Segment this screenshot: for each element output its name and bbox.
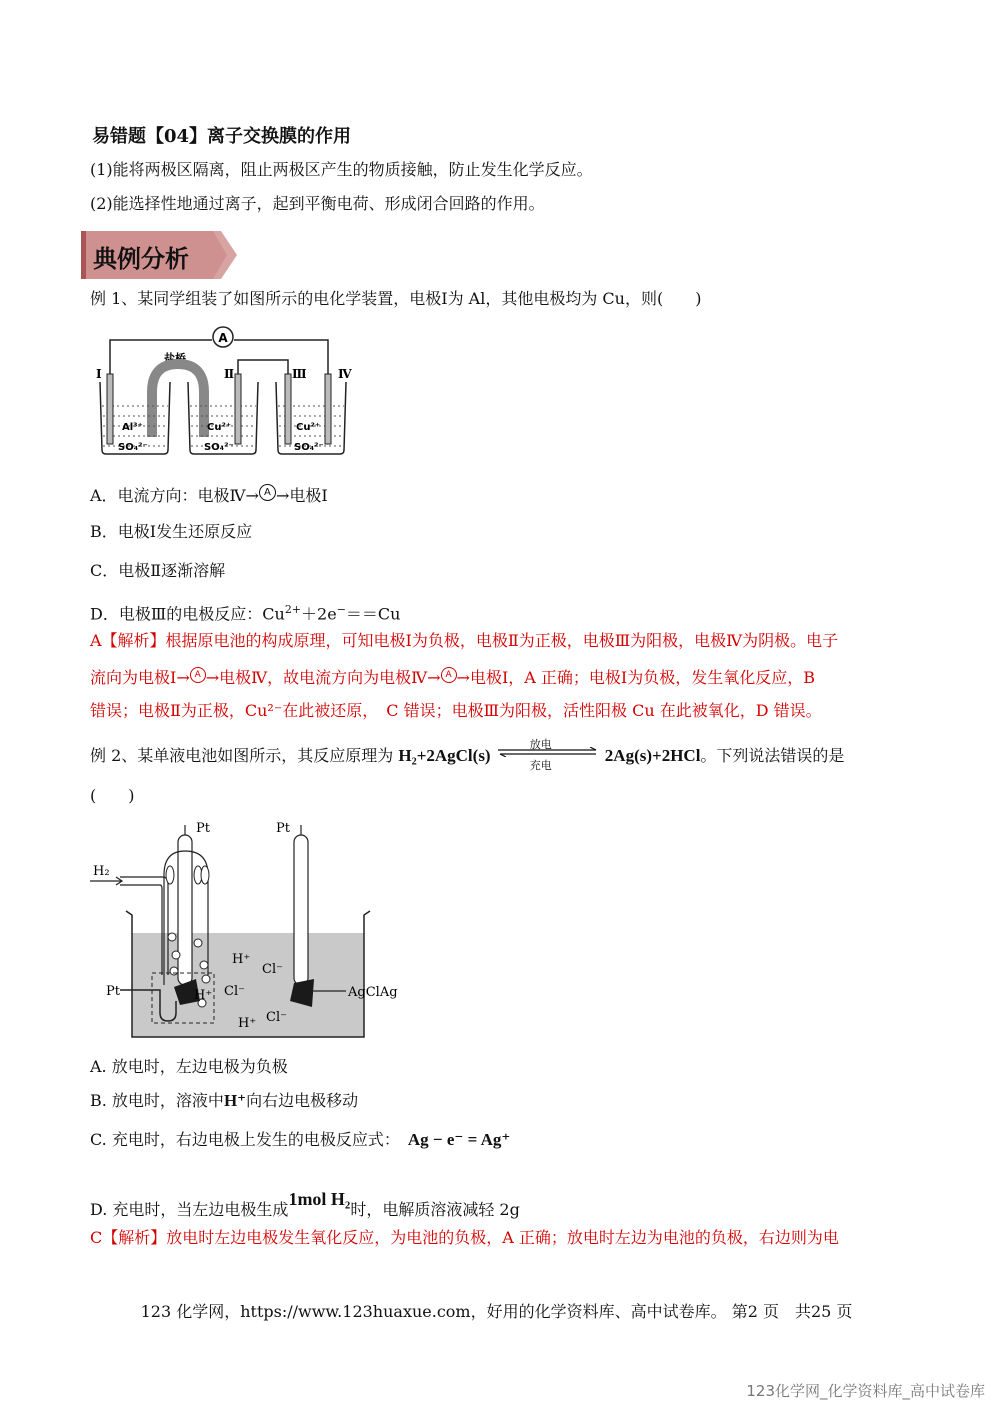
ammeter-icon: A bbox=[259, 484, 276, 501]
svg-text:Pt: Pt bbox=[276, 821, 290, 836]
reversible-arrow: 放电 充电 bbox=[496, 743, 600, 763]
svg-text:Pt: Pt bbox=[106, 984, 120, 999]
svg-text:SO₄²⁻: SO₄²⁻ bbox=[118, 442, 148, 453]
ammeter-icon: A bbox=[190, 667, 206, 683]
banner-label: 典例分析 bbox=[93, 245, 189, 273]
example1-option-a: A．电流方向：电极Ⅳ→ A →电极Ⅰ bbox=[90, 486, 328, 505]
example2-question: 例 2、某单液电池如图所示，其反应原理为 H₂+2AgCl(s) 放电 充电 2Ag(s)+2HCl。下列说法错误的是 bbox=[90, 738, 845, 772]
svg-text:Ⅲ: Ⅲ bbox=[292, 367, 307, 381]
example1-answer-line1: A【解析】根据原电池的构成原理，可知电极Ⅰ为负极，电极Ⅱ为正极，电极Ⅲ为阳极，电极Ⅳ为阴极。电子 bbox=[90, 631, 839, 650]
svg-text:Al³⁺: Al³⁺ bbox=[122, 422, 143, 433]
example2-option-d: D. 充电时，当左边电极生成1mol H₂时，电解质溶液减轻 2g bbox=[90, 1189, 520, 1219]
svg-text:Cl⁻: Cl⁻ bbox=[224, 984, 245, 999]
svg-text:SO₄²⁻: SO₄²⁻ bbox=[294, 442, 324, 453]
svg-text:Ⅳ: Ⅳ bbox=[338, 367, 352, 381]
example2-answer-line1: C【解析】放电时左边电极发生氧化反应，为电池的负极，A 正确；放电时左边为电池的负极，右边则为电 bbox=[90, 1228, 839, 1247]
point-1: (1)能将两极区隔离，阻止两极区产生的物质接触，防止发生化学反应。 bbox=[90, 160, 593, 179]
svg-text:H⁺: H⁺ bbox=[232, 952, 251, 967]
example1-option-c: C．电极Ⅱ逐渐溶解 bbox=[90, 561, 226, 580]
svg-text:H⁺: H⁺ bbox=[238, 1016, 257, 1031]
svg-text:AgClAg: AgClAg bbox=[348, 985, 398, 1000]
example1-answer-line2: 流向为电极Ⅰ→ A →电极Ⅳ，故电流方向为电极Ⅳ→ A →电极Ⅰ，A 正确；电极Ⅰ为负极，发生氧化反应，B bbox=[90, 668, 815, 687]
svg-text:H⁺: H⁺ bbox=[194, 988, 213, 1003]
ammeter-icon: A bbox=[441, 667, 457, 683]
point-2: (2)能选择性地通过离子，起到平衡电荷、形成闭合回路的作用。 bbox=[90, 194, 545, 213]
svg-text:盐桥: 盐桥 bbox=[164, 352, 186, 365]
example2-option-b: B. 放电时，溶液中H⁺向右边电极移动 bbox=[90, 1091, 359, 1110]
svg-text:Cl⁻: Cl⁻ bbox=[262, 962, 283, 977]
example1-option-d: D．电极Ⅲ的电极反应：$Cu^{2+}+2e^-==Cu$ bbox=[90, 603, 401, 624]
example2-paren: ( ) bbox=[90, 786, 135, 805]
example-banner bbox=[81, 231, 237, 279]
example1-option-b: B．电极Ⅰ发生还原反应 bbox=[90, 522, 253, 541]
figure-single-cell bbox=[90, 815, 410, 1047]
example1-question: 例 1、某同学组装了如图所示的电化学装置，电极Ⅰ为 Al，其他电极均为 Cu，则( ) bbox=[90, 289, 702, 308]
svg-text:SO₄²⁻: SO₄²⁻ bbox=[204, 442, 234, 453]
svg-text:Cu²⁺: Cu²⁺ bbox=[207, 422, 232, 433]
svg-text:A: A bbox=[218, 331, 228, 345]
svg-text:Ⅰ: Ⅰ bbox=[96, 367, 102, 381]
svg-text:Ⅱ: Ⅱ bbox=[224, 367, 235, 381]
watermark: 123化学网_化学资料库_高中试卷库 bbox=[746, 1382, 985, 1400]
svg-text:Cl⁻: Cl⁻ bbox=[266, 1010, 287, 1025]
section-title: 易错题【04】离子交换膜的作用 bbox=[92, 126, 352, 147]
svg-text:Cu²⁺: Cu²⁺ bbox=[296, 422, 321, 433]
example1-answer-line3: 错误；电极Ⅱ为正极，Cu²⁻在此被还原， C 错误；电极Ⅲ为阳极，活性阳极 Cu 在此被氧化，D 错误。 bbox=[90, 701, 822, 720]
example2-option-c: C. 充电时，右边电极上发生的电极反应式： Ag − e⁻ = Ag⁺ bbox=[90, 1130, 511, 1149]
svg-text:H₂: H₂ bbox=[93, 864, 110, 879]
figure-electrochem-cells bbox=[92, 322, 362, 462]
page-footer: 123 化学网，https://www.123huaxue.com，好用的化学资料库、高中试卷库。 第2 页 共25 页 bbox=[140, 1302, 853, 1321]
example2-option-a: A. 放电时，左边电极为负极 bbox=[90, 1057, 288, 1076]
svg-text:Pt: Pt bbox=[196, 821, 210, 836]
